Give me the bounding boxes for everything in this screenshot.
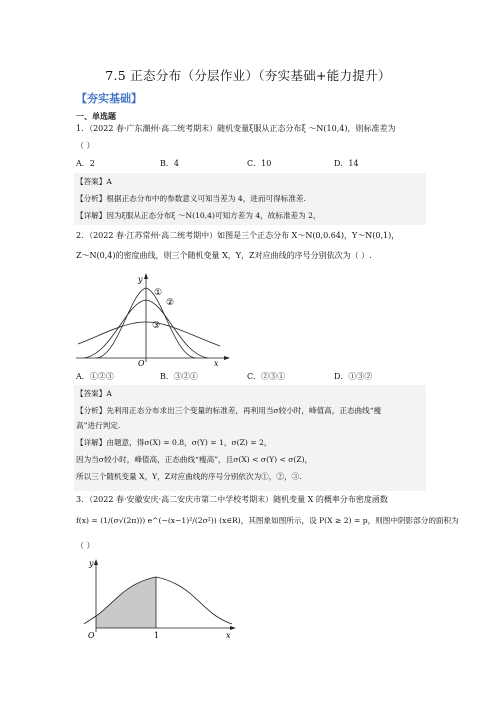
q3-stem-2: f(x) = (1/(σ√(2π))) e^(−(x−1)²/(2σ²)) (x∈R)，其图象如图所示，设 P(X ≥ 2) = p，则图中阴影部分的面积为 [76,516,459,525]
y-axis-arrow [94,559,98,565]
q3-density-graph [84,558,244,642]
q1-option-d: D．14 [334,159,359,168]
q2-answer: 【答案】A [76,389,112,398]
x-axis-arrow [230,626,236,630]
q3-stem-1: 3．（2022 春·安徽安庆·高二安庆市第二中学校考期末）随机变量 X 的概率分布密度函数 [76,495,388,504]
page-title: 7.5 正态分布（分层作业）（夯实基础+能力提升） [105,68,391,83]
x-label: x [214,359,219,366]
q2-analysis-2: 高”进行判定. [76,421,121,430]
section-title: 【夯实基础】 [76,92,142,105]
q1-option-a: A．2 [76,159,95,168]
q2-density-graph [74,270,234,366]
q1-answer: 【答案】A [76,177,112,186]
origin-label: O [88,631,95,640]
q2-detail-3: 所以三个随机变量 X，Y，Z对应曲线的序号分别依次为①，②，③. [76,472,302,481]
q2-detail-2: 因为当σ较小时，峰值高，正态曲线“瘦高”，且σ(X) < σ(Y) < σ(Z)， [76,455,313,464]
x-axis-arrow [224,356,230,360]
origin-label: O [138,359,145,366]
q2-stem-2: Z～N(0,4)的密度曲线，则三个随机变量 X，Y，Z对应曲线的序号分别依次为（ ）. [76,251,372,260]
q3-paren: （ ） [76,541,95,550]
curve-3 [78,322,220,346]
q2-option-d: D．①③② [334,372,373,381]
curve-2-label: ② [166,298,175,308]
q1-paren: （ ） [76,141,95,150]
section-heading: 一、单选题 [76,111,116,121]
q1-detail: 【详解】因为ξ服从正态分布ξ ～N(10,4)可知方差为 4，故标准差为 2， [76,211,321,220]
q2-answer-box [74,385,426,491]
y-label: y [89,559,94,568]
q2-stem-1: 2．（2022 春·江苏常州·高二统考期中）如图是三个正态分布 X～N(0,0.64)，Y～N(0,1)， [76,231,400,240]
tick-1-label: 1 [154,631,160,640]
shaded-region [96,577,156,628]
curve-1-label: ① [154,288,163,298]
q2-option-c: C．②③① [247,372,286,381]
y-label: y [138,275,143,284]
q2-option-b: B．③②① [160,372,198,381]
curve-3-label: ③ [152,321,161,331]
y-axis-arrow [144,273,148,279]
q1-stem: 1．（2022 春·广东潮州·高二统考期末）随机变量ξ服从正态分布ξ ～N(10,4)，则标准差为 [76,124,396,133]
q1-option-c: C．10 [247,159,272,168]
x-label: x [226,631,231,640]
q2-option-a: A．①②③ [76,372,114,381]
q2-detail-1: 【详解】由题意，得σ(X) = 0.8，σ(Y) = 1，σ(Z) = 2， [76,438,272,447]
q1-option-b: B．4 [160,159,179,168]
q1-answer-box [74,173,426,225]
q1-analysis: 【分析】根据正态分布中的参数意义可知当差为 4，进而可得标准差. [76,194,306,203]
q2-analysis-1: 【分析】先利用正态分布求出三个变量的标准差，再利用当σ较小时，峰值高，正态曲线“瘦 [76,406,382,415]
